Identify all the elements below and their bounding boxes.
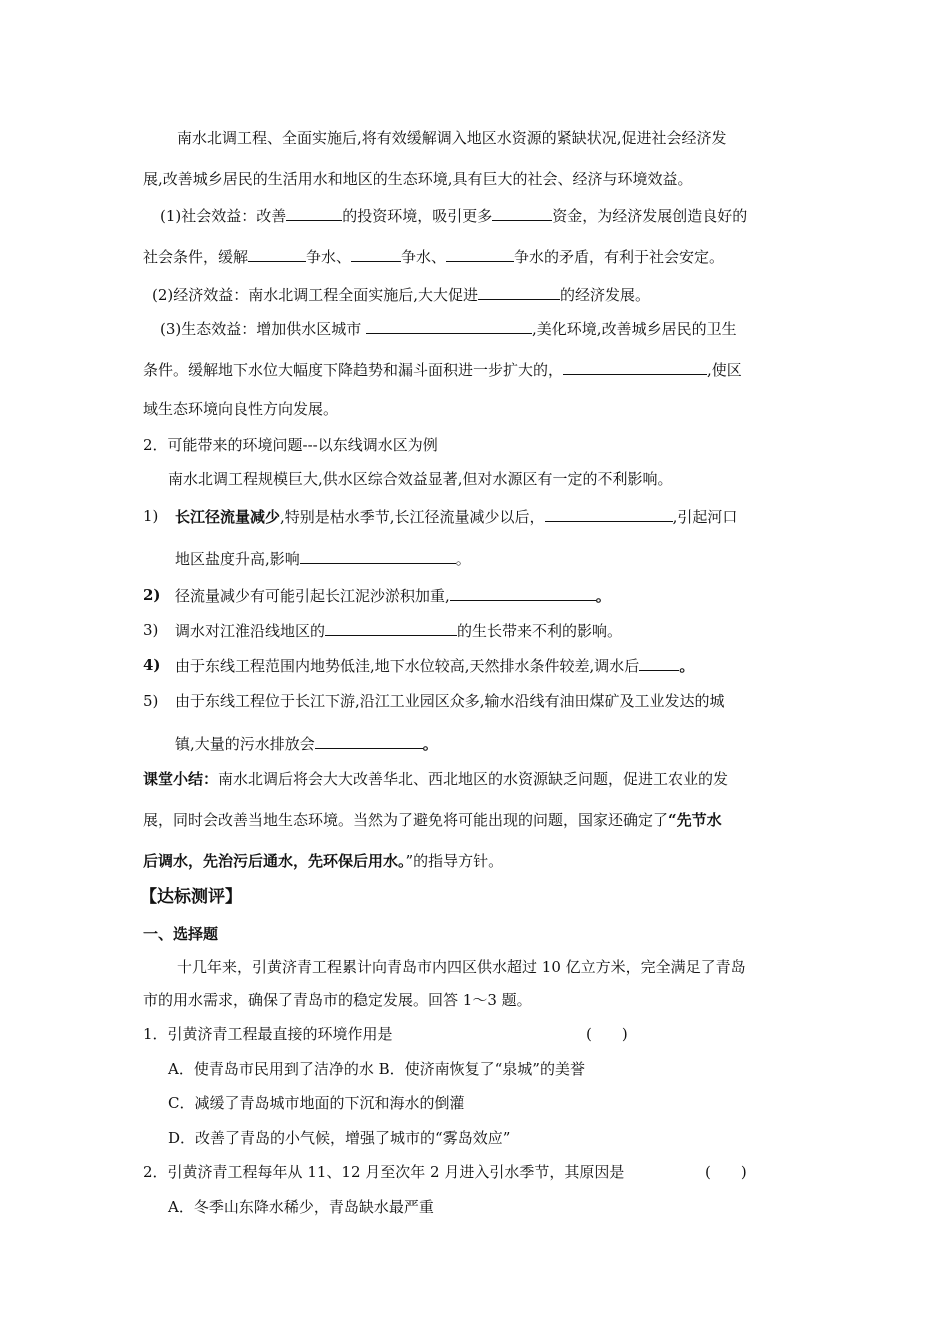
intro-line-2: 展,改善城乡居民的生活用水和地区的生态环境,具有巨大的社会、经济与环境效益。 [143, 170, 693, 188]
item-2-number: 2) [143, 586, 161, 604]
eco-benefit-line-2: 条件。缓解地下水位大幅度下降趋势和漏斗面积进一步扩大的， ,使区 [143, 361, 742, 379]
blank[interactable] [492, 205, 552, 221]
question-2: 2．引黄济青工程每年从 11、12 月至次年 2 月进入引水季节，其原因是 [143, 1163, 625, 1181]
social-benefit-line-1: (1)社会效益：改善 的投资环境，吸引更多 资金，为经济发展创造良好的 [160, 207, 748, 225]
summary-line-1: 课堂小结：南水北调后将会大大改善华北、西北地区的水资源缺乏问题，促进工农业的发 [143, 770, 729, 788]
blank[interactable] [248, 246, 306, 262]
item-4-line: 由于东线工程范围内地势低洼,地下水位较高,天然排水条件较差,调水后 。 [175, 657, 695, 675]
section-2-intro: 南水北调工程规模巨大,供水区综合效益显著,但对水源区有一定的不利影响。 [168, 470, 673, 488]
item-2-line: 径流量减少有可能引起长江泥沙淤积加重, 。 [175, 587, 611, 605]
item-1-line-2: 地区盐度升高,影响 。 [175, 550, 471, 568]
item-4-number: 4) [143, 656, 161, 674]
item-3-number: 3) [143, 621, 159, 639]
blank[interactable] [286, 205, 342, 221]
summary-label: 课堂小结： [143, 770, 219, 788]
question-1-option-a-b[interactable]: A．使青岛市民用到了洁净的水 B．使济南恢复了“泉城”的美誉 [168, 1060, 585, 1078]
blank[interactable] [446, 246, 514, 262]
question-1-option-d[interactable]: D．改善了青岛的小气候，增强了城市的“雾岛效应” [168, 1129, 511, 1147]
question-1: 1．引黄济青工程最直接的环境作用是 [143, 1025, 393, 1043]
question-1-option-c[interactable]: C．减缓了青岛城市地面的下沉和海水的倒灌 [168, 1094, 465, 1112]
test-heading: 【达标测评】 [140, 887, 242, 907]
section-2-title: 2．可能带来的环境问题---以东线调水区为例 [143, 436, 438, 454]
blank[interactable] [351, 246, 401, 262]
blank[interactable] [563, 359, 707, 375]
item-1-number: 1) [143, 507, 159, 525]
question-1-answer-paren[interactable]: ( ) [586, 1025, 628, 1043]
intro-line-1: 南水北调工程、全面实施后,将有效缓解调入地区水资源的紧缺状况,促进社会经济发 [177, 129, 727, 147]
question-stem-line-1: 十几年来，引黄济青工程累计向青岛市内四区供水超过 10 亿立方米，完全满足了青岛 [177, 958, 746, 976]
question-2-option-a[interactable]: A．冬季山东降水稀少，青岛缺水最严重 [168, 1198, 434, 1216]
item-3-line: 调水对江淮沿线地区的 的生长带来不利的影响。 [175, 622, 623, 640]
blank[interactable] [325, 620, 457, 636]
blank[interactable] [450, 585, 596, 601]
blank[interactable] [478, 284, 560, 300]
item-5-line-1: 由于东线工程位于长江下游,沿江工业园区众多,输水沿线有油田煤矿及工业发达的城 [175, 692, 725, 710]
blank[interactable] [639, 655, 679, 671]
blank[interactable] [366, 318, 532, 334]
blank[interactable] [315, 733, 423, 749]
summary-line-2: 展，同时会改善当地生态环境。当然为了避免将可能出现的问题，国家还确定了“先节水 [143, 811, 722, 829]
blank[interactable] [545, 506, 673, 522]
summary-line-3: 后调水，先治污后通水，先环保后用水。”的指导方针。 [143, 852, 504, 870]
item-5-number: 5) [143, 692, 159, 710]
item-5-line-2: 镇,大量的污水排放会 。 [175, 735, 438, 753]
question-stem-line-2: 市的用水需求，确保了青岛市的稳定发展。回答 1～3 题。 [143, 991, 532, 1009]
eco-benefit-line-1: (3)生态效益：增加供水区城市 ,美化环境,改善城乡居民的卫生 [160, 320, 737, 338]
eco-benefit-line-3: 域生态环境向良性方向发展。 [143, 400, 339, 418]
economic-benefit-line: (2)经济效益：南水北调工程全面实施后,大大促进 的经济发展。 [152, 286, 651, 304]
blank[interactable] [300, 548, 456, 564]
question-2-answer-paren[interactable]: ( ) [705, 1163, 747, 1181]
section-heading: 一、选择题 [143, 925, 219, 943]
social-benefit-line-2: 社会条件，缓解 争水、 争水、 争水的矛盾，有利于社会安定。 [143, 248, 725, 266]
item-1-line-1: 长江径流量减少,特别是枯水季节,长江径流量减少以后， ,引起河口 [175, 508, 738, 526]
